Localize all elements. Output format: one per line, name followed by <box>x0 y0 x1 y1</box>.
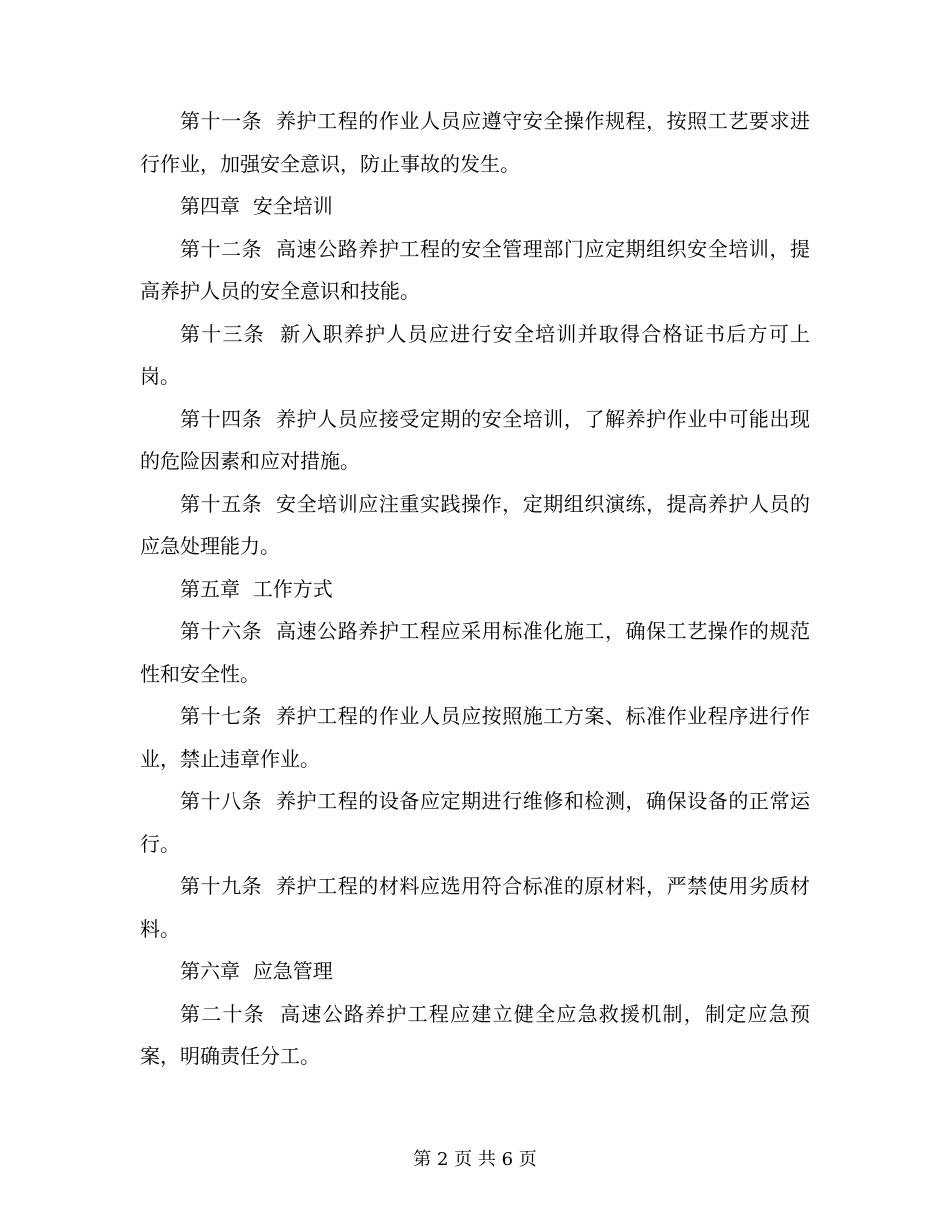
article-15-paragraph: 第十五条 安全培训应注重实践操作，定期组织演练，提高养护人员的应急处理能力。 <box>140 491 810 558</box>
article-11-paragraph: 第十一条 养护工程的作业人员应遵守安全操作规程，按照工艺要求进行作业，加强安全意识，防止事故的发生。 <box>140 109 810 176</box>
article-20-paragraph: 第二十条 高速公路养护工程应建立健全应急救援机制，制定应急预案，明确责任分工。 <box>140 1001 810 1068</box>
article-13-paragraph: 第十三条 新入职养护人员应进行安全培训并取得合格证书后方可上岗。 <box>140 321 810 388</box>
chapter-5-heading: 第五章 工作方式 <box>180 576 333 601</box>
page-number-footer: 第 2 页 共 6 页 <box>413 1149 537 1170</box>
article-12-paragraph: 第十二条 高速公路养护工程的安全管理部门应定期组织安全培训，提高养护人员的安全意识和技能。 <box>140 236 810 303</box>
article-19-paragraph: 第十九条 养护工程的材料应选用符合标准的原材料，严禁使用劣质材料。 <box>140 874 810 941</box>
article-18-paragraph: 第十八条 养护工程的设备应定期进行维修和检测，确保设备的正常运行。 <box>140 789 810 856</box>
article-17-paragraph: 第十七条 养护工程的作业人员应按照施工方案、标准作业程序进行作业，禁止违章作业。 <box>140 704 810 771</box>
article-14-paragraph: 第十四条 养护人员应接受定期的安全培训，了解养护作业中可能出现的危险因素和应对措施。 <box>140 406 810 473</box>
chapter-6-heading: 第六章 应急管理 <box>180 959 333 983</box>
article-16-paragraph: 第十六条 高速公路养护工程应采用标准化施工，确保工艺操作的规范性和安全性。 <box>140 619 810 686</box>
chapter-4-heading: 第四章 安全培训 <box>180 194 333 218</box>
document-body <box>140 100 810 1078</box>
